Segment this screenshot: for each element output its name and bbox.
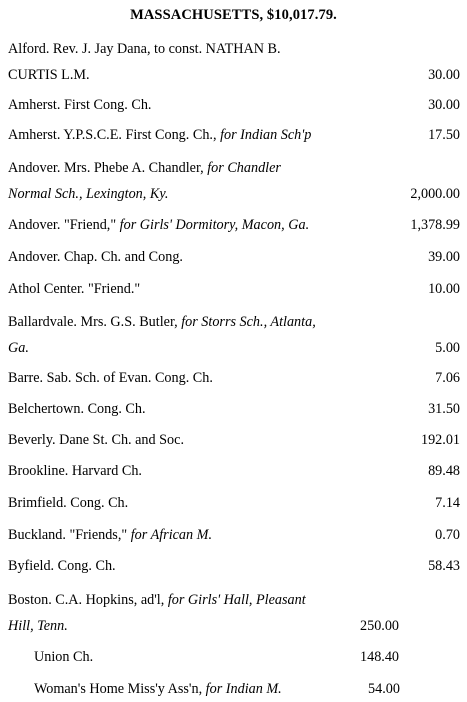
entry-amherst-first xyxy=(8,92,460,118)
entry-subamount: 148.40 xyxy=(360,649,400,665)
entry-italic-text: for Girls' Hall, Pleasant xyxy=(167,592,306,608)
section-heading: MASSACHUSETTS, $10,017.79. xyxy=(130,7,337,23)
entry-italic-text: for Indian Sch'p xyxy=(220,127,312,143)
entry-amount: 17.50 xyxy=(428,127,460,143)
entry-amount: 192.01 xyxy=(420,432,460,448)
entry-brimfield xyxy=(8,490,460,516)
entry-italic-text: for African M. xyxy=(130,527,213,543)
entry-amount: 0.70 xyxy=(435,527,460,543)
entry-amount: 10.00 xyxy=(428,281,460,297)
entry-alford xyxy=(8,36,460,88)
entry-subamount: 54.00 xyxy=(368,681,400,697)
entry-belchertown xyxy=(8,396,460,422)
entry-text: Amherst. Y.P.S.C.E. First Cong. Ch., xyxy=(8,127,221,143)
entry-amount: 1,378.99 xyxy=(410,217,460,233)
entry-amount: 30.00 xyxy=(428,67,460,83)
entry-text: CURTIS L.M. xyxy=(8,67,90,83)
entry-italic-text: Ga. xyxy=(8,340,29,356)
entry-text: Andover. Mrs. Phebe A. Chandler, xyxy=(8,160,208,176)
entry-text: Amherst. First Cong. Ch. xyxy=(8,97,152,113)
entry-andover-chap xyxy=(8,244,460,270)
entry-text: Alford. Rev. J. Jay Dana, to const. NATHAN B. xyxy=(8,41,281,57)
entry-italic-text: for Chandler xyxy=(207,160,281,176)
entry-andover-chandler xyxy=(8,155,460,207)
entry-amount: 2,000.00 xyxy=(410,186,460,202)
entry-boston-union xyxy=(8,644,467,670)
entry-text: Andover. "Friend," xyxy=(8,217,120,233)
entry-text: Athol Center. "Friend." xyxy=(8,281,141,297)
entry-amount: 58.43 xyxy=(428,558,460,574)
entry-brookline xyxy=(8,458,460,484)
entry-andover-friend xyxy=(8,212,460,238)
entry-byfield xyxy=(8,553,460,579)
entry-text: Union Ch. xyxy=(34,649,94,665)
entry-amount: 7.06 xyxy=(435,370,460,386)
entry-text: Belchertown. Cong. Ch. xyxy=(8,401,146,417)
entry-amount: 89.48 xyxy=(428,463,460,479)
entry-ballardvale xyxy=(8,309,460,361)
entry-italic-text: for Indian M. xyxy=(205,681,282,697)
entry-amount: 30.00 xyxy=(428,97,460,113)
entry-italic-text: Hill, Tenn. xyxy=(8,618,68,634)
entry-amount: 7.14 xyxy=(435,495,460,511)
entry-subamount: 250.00 xyxy=(360,618,400,634)
entry-text: Woman's Home Miss'y Ass'n, xyxy=(34,681,206,697)
entry-barre xyxy=(8,365,460,391)
entry-text: Byfield. Cong. Ch. xyxy=(8,558,116,574)
entry-text: Beverly. Dane St. Ch. and Soc. xyxy=(8,432,184,448)
entry-boston-hopkins xyxy=(8,587,460,639)
entry-text: Buckland. "Friends," xyxy=(8,527,131,543)
entry-amount: 39.00 xyxy=(428,249,460,265)
entry-italic-text: for Girls' Dormitory, Macon, Ga. xyxy=(119,217,310,233)
entry-boston-womans-home xyxy=(8,676,467,702)
entry-text: Brookline. Harvard Ch. xyxy=(8,463,142,479)
entry-text: Ballardvale. Mrs. G.S. Butler, xyxy=(8,314,182,330)
entry-amount: 31.50 xyxy=(428,401,460,417)
entry-beverly xyxy=(8,427,460,453)
entry-text: Andover. Chap. Ch. and Cong. xyxy=(8,249,183,265)
entry-athol-center xyxy=(8,276,460,302)
entry-buckland xyxy=(8,522,460,548)
entry-italic-text: Normal Sch., Lexington, Ky. xyxy=(8,186,169,202)
entry-amount: 5.00 xyxy=(435,340,460,356)
entry-italic-text: for Storrs Sch., Atlanta, xyxy=(181,314,316,330)
entry-text: Barre. Sab. Sch. of Evan. Cong. Ch. xyxy=(8,370,213,386)
entry-text: Brimfield. Cong. Ch. xyxy=(8,495,129,511)
entry-amherst-ypsce xyxy=(8,122,460,148)
entry-text: Boston. C.A. Hopkins, ad'l, xyxy=(8,592,168,608)
